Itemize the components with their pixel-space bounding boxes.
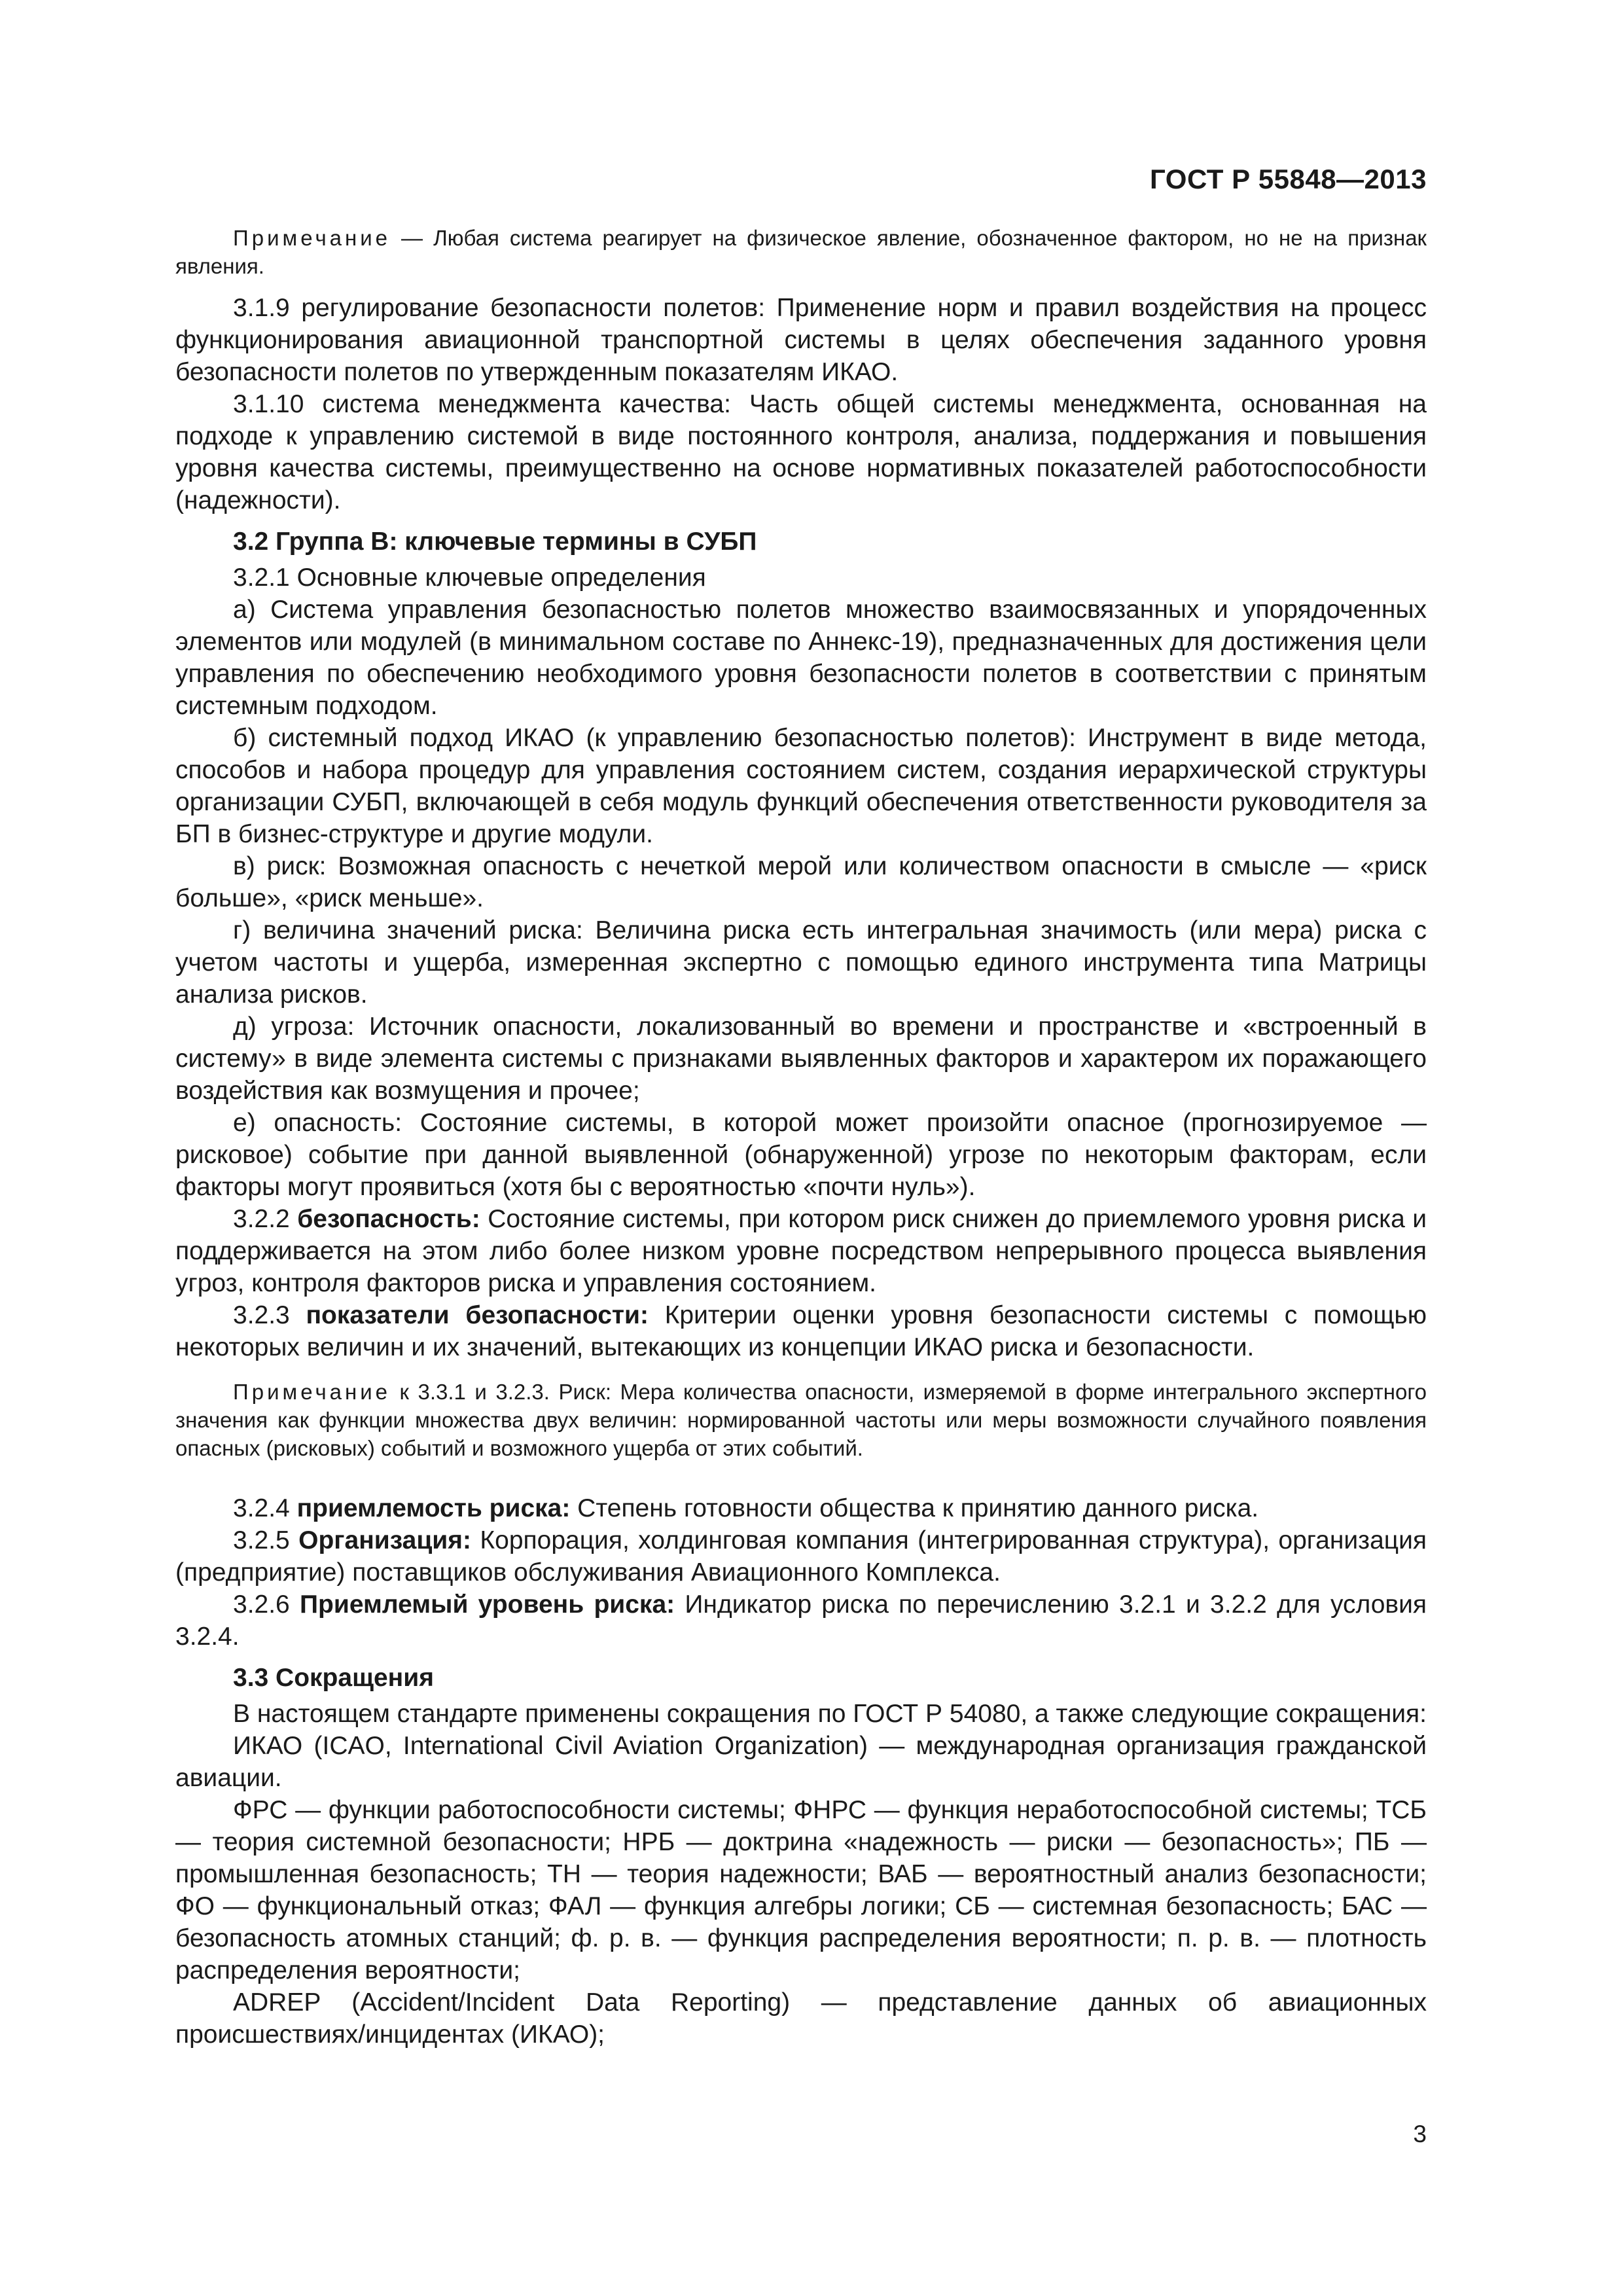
clause-number: 3.2.6 <box>233 1590 300 1619</box>
section-heading-3-2: 3.2 Группа В: ключевые термины в СУБП <box>233 528 757 556</box>
paragraph-item-e: е) опасность: Состояние системы, в которой может произойти опасное (прогнозируемое — рисковое) событие при данной выявленной (обнаруженной) угрозе по некоторым факторам, если факторы могут проявиться (хотя бы с вероятностью «почти нуль»). <box>175 1109 1427 1201</box>
paragraph-3-2-4 <box>175 1492 1427 1524</box>
note-mid <box>175 1378 1427 1462</box>
paragraph-3-2-1: 3.2.1 Основные ключевые определения <box>233 564 706 592</box>
note-text: к 3.3.1 и 3.2.3. Риск: Мера количества опасности, измеряемой в форме интегрального экспертного значения как функции множества двух величин: нормированной частоты или меры возможности случайного появления опасных (рисковых) событий и возможного ущерба от этих событий. <box>175 1380 1427 1460</box>
paragraph-3-2-6 <box>175 1588 1427 1653</box>
paragraph-3-2-3 <box>175 1299 1427 1363</box>
paragraph-adrep: ADREP (Accident/Incident Data Reporting) — представление данных об авиационных происшествиях/инцидентах (ИКАО); <box>175 1988 1427 2049</box>
paragraph-abbr-list: ФРС — функции работоспособности системы; ФНРС — функция неработоспособной системы; ТСБ — теория системной безопасности; НРБ — доктрина «надежность — риски — безопасность»; ПБ — промышленная безопасность; ТН — теория надежности; ВАБ — вероятностный анализ безопасности; ФО — функциональный отказ; ФАЛ — функция алгебры логики; СБ — системная безопасность; БАС — безопасность атомных станций; ф. р. в. — функция распределения вероятности; п. р. в. — плотность распределения вероятности; <box>175 1796 1427 1984</box>
clause-term: показатели безопасности: <box>306 1301 649 1329</box>
section-heading-3-3: 3.3 Сокращения <box>233 1664 434 1692</box>
paragraph-item-v: в) риск: Возможная опасность с нечеткой мерой или количеством опасности в смысле — «риск больше», «риск меньше». <box>175 852 1427 912</box>
clause-text: Степень готовности общества к принятию данного риска. <box>570 1494 1259 1522</box>
clause-term: Организация: <box>298 1526 472 1554</box>
paragraph-3-2-2 <box>175 1203 1427 1299</box>
note-top <box>175 224 1427 280</box>
clause-number: 3.2.3 <box>233 1301 306 1329</box>
paragraph-item-g: г) величина значений риска: Величина риска есть интегральная значимость (или мера) риска с учетом частоты и ущерба, измеренная экспертно с помощью единого инструмента типа Матрицы анализа рисков. <box>175 916 1427 1009</box>
paragraph-3-1-9: 3.1.9 регулирование безопасности полетов: Применение норм и правил воздействия на процесс функционирования авиационной транспортной системы в целях обеспечения заданного уровня безопасности полетов по утвержденным показателям ИКАО. <box>175 294 1427 386</box>
clause-text: Состояние системы, при котором риск снижен до приемлемого уровня риска и поддерживается на этом либо более низком уровне посредством непрерывного процесса выявления угроз, контроля факторов риска и управления состоянием. <box>175 1205 1427 1297</box>
paragraph-3-1-10: 3.1.10 система менеджмента качества: Часть общей системы менеджмента, основанная на подходе к управлению системой в виде постоянного контроля, анализа, поддержания и повышения уровня качества системы, преимущественно на основе нормативных показателей работоспособности (надежности). <box>175 390 1427 514</box>
clause-text: Корпорация, холдинговая компания (интегрированная структура), организация (предприятие) поставщиков обслуживания Авиационного Комплекса. <box>175 1526 1427 1587</box>
clause-number: 3.2.5 <box>233 1526 299 1554</box>
note-text: — Любая система реагирует на физическое явление, обозначенное фактором, но не на признак явления. <box>175 226 1427 278</box>
paragraph-item-a: а) Система управления безопасностью полетов множество взаимосвязанных и упорядоченных элементов или модулей (в минимальном составе по Аннекс-19), предназначенных для достижения цели управления по обеспечению необходимого уровня безопасности полетов в соответствии с принятым системным подходом. <box>175 596 1427 720</box>
clause-number: 3.2.2 <box>233 1205 298 1233</box>
clause-text: Критерии оценки уровня безопасности системы с помощью некоторых величин и их значений, вытекающих из концепции ИКАО риска и безопасности. <box>175 1301 1427 1361</box>
paragraph-abbr-intro: В настоящем стандарте применены сокращения по ГОСТ Р 54080, а также следующие сокращения: <box>233 1700 1427 1728</box>
clause-number: 3.2.4 <box>233 1494 297 1522</box>
clause-term: Приемлемый уровень риска: <box>300 1590 675 1619</box>
paragraph-icao: ИКАО (ICAO, International Civil Aviation Organization) — международная организация гражданской авиации. <box>175 1732 1427 1792</box>
page-number: 3 <box>1413 2121 1427 2147</box>
clause-text: Индикатор риска по перечислению 3.2.1 и 3.2.2 для условия 3.2.4. <box>175 1590 1427 1651</box>
clause-term: безопасность: <box>297 1205 480 1233</box>
document-code-header: ГОСТ Р 55848—2013 <box>1150 164 1427 194</box>
note-label: Примечание <box>233 1380 391 1404</box>
page-body <box>175 224 1427 2051</box>
clause-term: приемлемость риска: <box>296 1494 571 1522</box>
paragraph-item-d: д) угроза: Источник опасности, локализованный во времени и пространстве и «встроенный в систему» в виде элемента системы с признаками выявленных факторов и характером их поражающего воздействия как возмущения и прочее; <box>175 1013 1427 1105</box>
paragraph-item-b: б) системный подход ИКАО (к управлению безопасностью полетов): Инструмент в виде метода, способов и набора процедур для управления состоянием систем, создания иерархической структуры организации СУБП, включающей в себя модуль функций обеспечения ответственности руководителя за БП в бизнес-структуре и другие модули. <box>175 724 1427 848</box>
note-label: Примечание <box>233 226 391 250</box>
paragraph-3-2-5 <box>175 1524 1427 1588</box>
